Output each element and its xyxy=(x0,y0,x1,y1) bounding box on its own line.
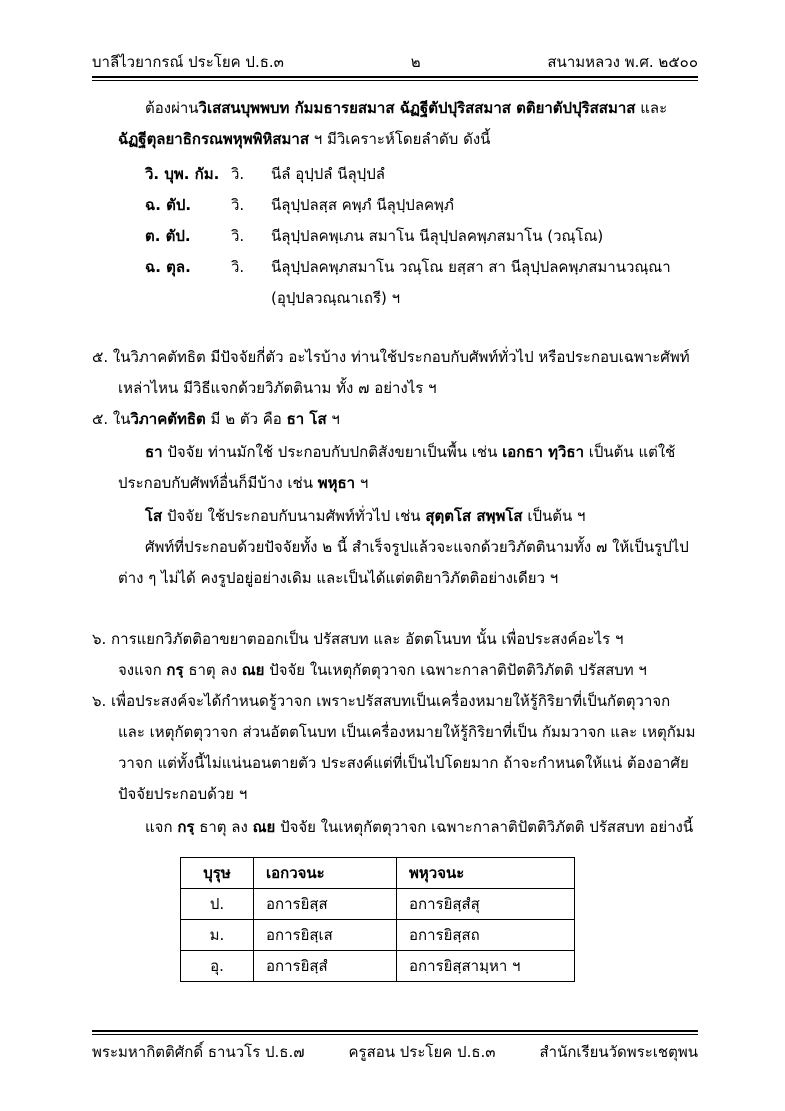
table-row: ม. อการยิสฺเส อการยิสฺสถ xyxy=(181,920,575,951)
question-5-line-2: เหล่าไหน มีวิธีแจกด้วยวิภัตตินาม ทั้ง ๗ อย่างไร ฯ xyxy=(118,379,437,397)
footer-right: สำนักเรียนวัดพระเชตุพน xyxy=(539,1043,698,1061)
analysis-row: ต. ตัป. วิ. นีลุปฺปลคพฺเภน สมาโน นีลุปฺปลคพฺภสมาโน (วณฺโณ) xyxy=(145,227,604,245)
table-row: ป. อการยิสฺส อการยิสฺสํสุ xyxy=(181,889,575,920)
footer-left: พระมหากิตติศักดิ์ ธานวโร ป.ธ.๗ xyxy=(92,1043,305,1061)
answer-6-line-2: และ เหตุกัตตุวาจก ส่วนอัตตโนบท เป็นเครื่องหมายให้รู้กิริยาที่เป็น กัมมวาจก และ เหตุกัมม xyxy=(118,723,696,741)
page-header xyxy=(92,50,698,74)
footer-center: ครูสอน ประโยค ป.ธ.๓ xyxy=(348,1043,496,1061)
question-6-line-2: จงแจก กรฺ ธาตุ ลง ณย ปัจจัย ในเหตุกัตตุวาจก เฉพาะกาลาติปัตติวิภัตติ ปรัสสบท ฯ xyxy=(118,661,647,679)
answer-5-rule-line-1: ศัพท์ที่ประกอบด้วยปัจจัยทั้ง ๒ นี้ สำเร็จรูปแล้วจะแจกด้วยวิภัตตินามทั้ง ๗ ให้เป็นรูปไป xyxy=(145,538,689,556)
answer-6-line-1: ๖. เพื่อประสงค์จะได้กำหนดรู้วาจก เพราะปรัสสบทเป็นเครื่องหมายให้รู้กิริยาที่เป็นกัตตุวาจก xyxy=(92,692,671,710)
answer-5-lead: ๕. ในวิภาคตัทธิต มี ๒ ตัว คือ ธา โส ฯ xyxy=(92,410,340,428)
conjugation-table xyxy=(180,857,575,982)
question-6-line-1: ๖. การแยกวิภัตติอาขยาตออกเป็น ปรัสสบท และ อัตตโนบท นั้น เพื่อประสงค์อะไร ฯ xyxy=(92,630,624,648)
page-footer xyxy=(92,1040,698,1064)
question-5-line-1: ๕. ในวิภาคตัทธิต มีปัจจัยกี่ตัว อะไรบ้าง ท่านใช้ประกอบกับศัพท์ทั่วไป หรือประกอบเฉพาะศัพท์ xyxy=(92,348,690,366)
answer-5-so: โส ปัจจัย ใช้ประกอบกับนามศัพท์ทั่วไป เช่น สุตฺตโส สพฺพโส เป็นต้น ฯ xyxy=(145,507,586,525)
header-plural: พหุวจนะ xyxy=(397,858,575,889)
footer-rule-thin xyxy=(92,1034,698,1035)
intro-line-2: ฉัฏฐีตุลยาธิกรณพหุพพิหิสมาส ฯ มีวิเคราะห์โดยลำดับ ดังนี้ xyxy=(118,130,491,148)
header-singular: เอกวจนะ xyxy=(254,858,397,889)
table-header-row xyxy=(181,858,575,889)
analysis-row: ฉ. ตุล. วิ. นีลุปฺปลคพฺภสมาโน วณฺโณ ยสฺสา สา นีลุปฺปลคพฺภสมานวณฺณา xyxy=(145,258,671,276)
header-person: บุรุษ xyxy=(181,858,254,889)
answer-6-line-3: วาจก แต่ทั้งนี้ไม่แน่นอนตายตัว ประสงค์แต่ที่เป็นไปโดยมาก ถ้าจะกำหนดให้แน่ ต้องอาศัย xyxy=(118,754,689,772)
table-row: อุ. อการยิสฺสํ อการยิสฺสามฺหา ฯ xyxy=(181,951,575,982)
answer-6-line-5: แจก กรฺ ธาตุ ลง ณย ปัจจัย ในเหตุกัตตุวาจก เฉพาะกาลาติปัตติวิภัตติ ปรัสสบท อย่างนี้ xyxy=(145,818,694,836)
header-rule-thin xyxy=(92,80,698,81)
answer-6-line-4: ปัจจัยประกอบด้วย ฯ xyxy=(118,785,248,803)
answer-5-rule-line-2: ต่าง ๆ ไม่ได้ คงรูปอยู่อย่างเดิม และเป็นได้แต่ตติยาวิภัตติอย่างเดียว ฯ xyxy=(118,569,559,587)
header-left: บาลีไวยากรณ์ ประโยค ป.ธ.๓ xyxy=(92,53,284,71)
analysis-row: ฉ. ตัป. วิ. นีลุปฺปลสฺส คพฺภํ นีลุปฺปลคพฺภํ xyxy=(145,196,454,214)
analysis-continuation: (อุปฺปลวณฺณาเถรี) ฯ xyxy=(271,289,401,307)
answer-5-tha: ธา ปัจจัย ท่านมักใช้ ประกอบกับปกติสังขยาเป็นพื้น เช่น เอกธา ทฺวิธา เป็นต้น แต่ใช้ xyxy=(145,443,676,461)
analysis-row: วิ. บุพ. กัม. วิ. นีลํ อุปฺปลํ นีลุปฺปลํ xyxy=(145,165,385,183)
footer-rule xyxy=(92,1030,698,1032)
intro-line-1: ต้องผ่านวิเสสนบุพพบท กัมมธารยสมาส ฉัฏฐีตัปปุริสสมาส ตติยาตัปปุริสสมาส และ xyxy=(145,99,668,117)
header-rule xyxy=(92,76,698,78)
answer-5-tha-line-2: ประกอบกับศัพท์อื่นก็มีบ้าง เช่น พหุธา ฯ xyxy=(118,474,369,492)
header-right: สนามหลวง พ.ศ. ๒๕๐๐ xyxy=(547,53,698,71)
page-number: ๒ xyxy=(410,53,421,71)
